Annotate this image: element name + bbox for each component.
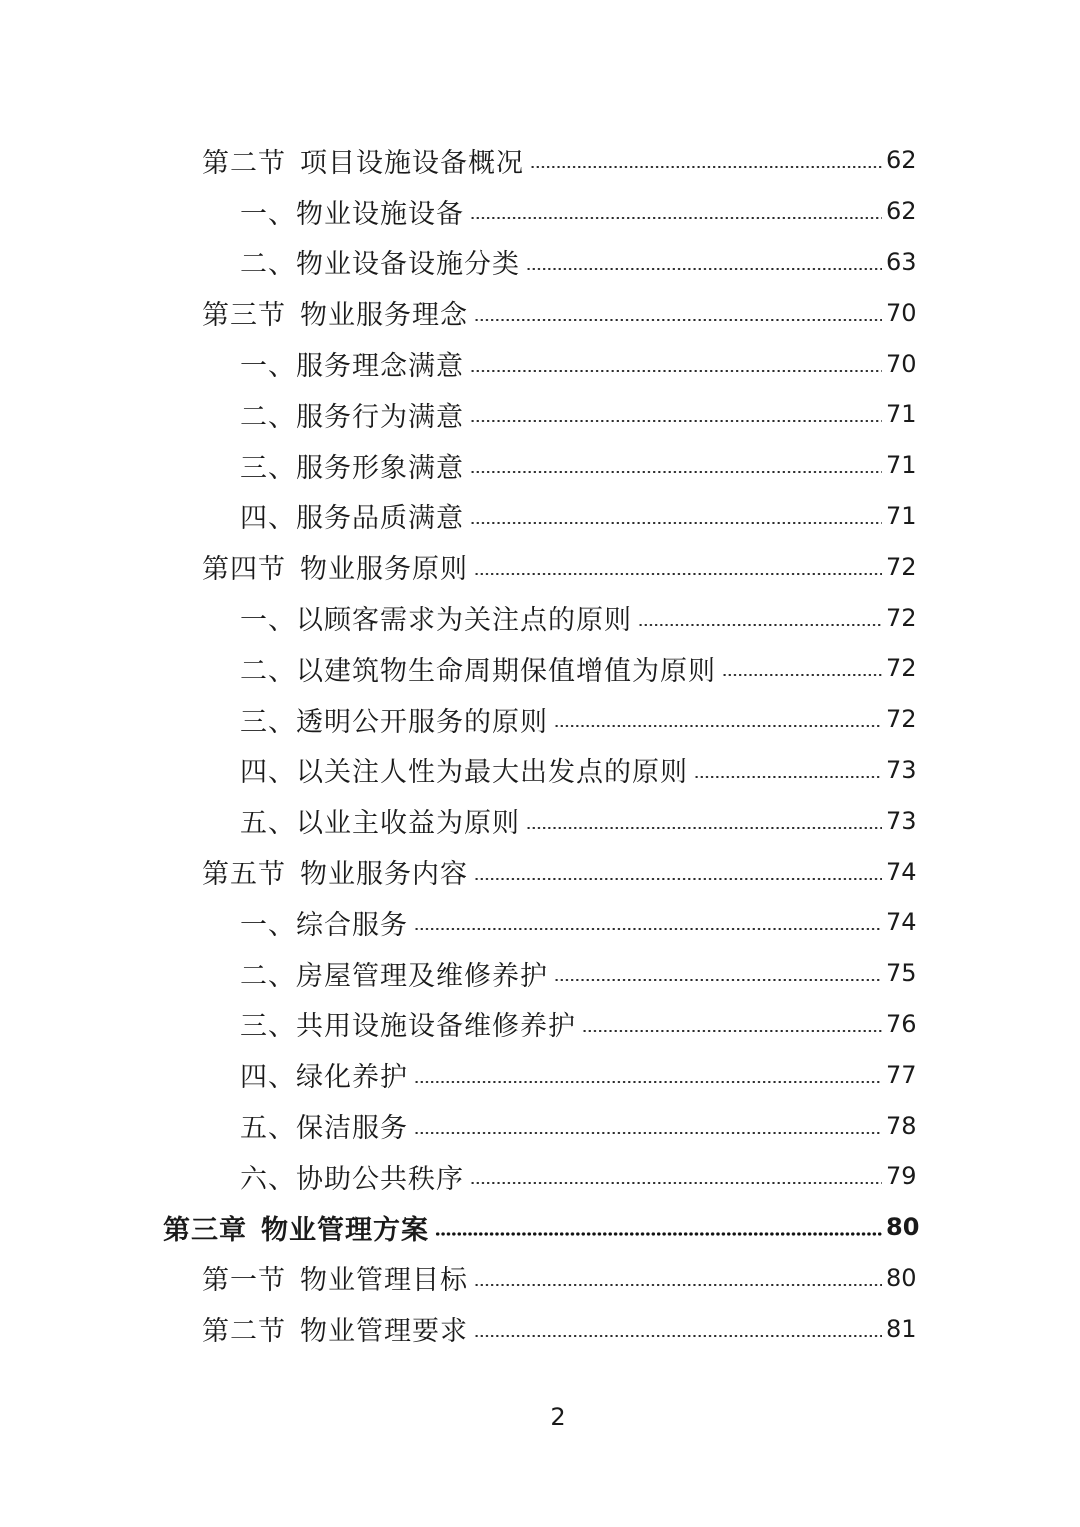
toc-entry[interactable] (0, 541, 1080, 592)
toc-entry[interactable] (0, 287, 1080, 338)
toc-page-number: 71 (886, 451, 917, 480)
dot-leader (470, 522, 882, 524)
toc-entry-label: 四、以关注人性为最大出发点的原则 (240, 757, 688, 789)
toc-page-number: 78 (886, 1111, 917, 1140)
toc-entry[interactable] (0, 795, 1080, 846)
toc-entry-label: 第二节 项目设施设备概况 (202, 147, 524, 179)
dot-leader (470, 1182, 882, 1184)
dot-leader (526, 268, 882, 270)
toc-entry-label: 第五节 物业服务内容 (202, 859, 468, 891)
toc-entry-label: 二、房屋管理及维修养护 (240, 960, 548, 992)
toc-entry-label: 二、以建筑物生命周期保值增值为原则 (240, 655, 716, 687)
toc-entry-label: 三、服务形象满意 (240, 452, 464, 484)
toc-entry-label: 六、协助公共秩序 (240, 1163, 464, 1195)
toc-entry[interactable] (0, 846, 1080, 897)
toc-page-number: 73 (886, 755, 917, 784)
toc-entry[interactable] (0, 389, 1080, 440)
toc-page-number: 76 (886, 1009, 917, 1038)
toc-page-number: 62 (886, 197, 917, 226)
dot-leader (638, 624, 882, 626)
toc-entry[interactable] (0, 592, 1080, 643)
toc-entry-label: 四、绿化养护 (240, 1062, 408, 1094)
dot-leader (722, 674, 882, 676)
toc-entry-label: 一、以顾客需求为关注点的原则 (240, 605, 632, 637)
toc-page-number: 80 (886, 1263, 917, 1292)
toc-entry[interactable] (0, 1151, 1080, 1202)
toc-page-number: 63 (886, 247, 917, 276)
dot-leader (474, 1335, 882, 1337)
toc-entry[interactable] (0, 999, 1080, 1050)
toc-entry[interactable] (0, 1303, 1080, 1354)
toc-entry-label: 三、共用设施设备维修养护 (240, 1011, 576, 1043)
dot-leader (435, 1232, 882, 1236)
dot-leader (474, 1284, 882, 1286)
dot-leader (474, 319, 882, 321)
toc-entry-label: 二、物业设备设施分类 (240, 249, 520, 281)
dot-leader (470, 217, 882, 219)
toc-page-number: 62 (886, 146, 917, 175)
toc-page-number: 70 (886, 298, 917, 327)
toc-entry[interactable] (0, 338, 1080, 389)
dot-leader (470, 370, 882, 372)
toc-entry[interactable] (0, 948, 1080, 999)
toc-page-number: 73 (886, 806, 917, 835)
toc-page-number: 77 (886, 1060, 917, 1089)
toc-entry-label: 第三节 物业服务理念 (202, 300, 468, 332)
toc-entry-label: 一、服务理念满意 (240, 351, 464, 383)
toc-entry-label: 第三章 物业管理方案 (163, 1214, 429, 1246)
toc-entry-label: 第四节 物业服务原则 (202, 554, 468, 586)
toc-entry-label: 一、综合服务 (240, 909, 408, 941)
dot-leader (470, 471, 882, 473)
toc-page-number: 75 (886, 959, 917, 988)
dot-leader (526, 827, 882, 829)
dot-leader (474, 878, 882, 880)
toc-entry[interactable] (0, 491, 1080, 542)
toc-entry[interactable] (0, 745, 1080, 796)
toc-page-number: 74 (886, 857, 917, 886)
dot-leader (414, 1132, 882, 1134)
toc-page-number: 70 (886, 349, 917, 378)
dot-leader (414, 928, 882, 930)
table-of-contents (0, 135, 1080, 1354)
dot-leader (414, 1081, 882, 1083)
toc-page-number: 72 (886, 552, 917, 581)
toc-entry[interactable] (0, 237, 1080, 288)
toc-entry[interactable] (0, 1100, 1080, 1151)
dot-leader (554, 979, 882, 981)
toc-entry-label: 五、保洁服务 (240, 1113, 408, 1145)
toc-entry-label: 五、以业主收益为原则 (240, 808, 520, 840)
dot-leader (530, 166, 882, 168)
toc-entry[interactable] (0, 897, 1080, 948)
dot-leader (470, 420, 882, 422)
toc-entry-label: 四、服务品质满意 (240, 503, 464, 535)
toc-page-number: 72 (886, 654, 917, 683)
toc-entry-label: 第二节 物业管理要求 (202, 1316, 468, 1348)
toc-entry-label: 第一节 物业管理目标 (202, 1265, 468, 1297)
dot-leader (694, 776, 882, 778)
toc-entry-label: 二、服务行为满意 (240, 401, 464, 433)
dot-leader (474, 573, 882, 575)
toc-entry[interactable] (0, 694, 1080, 745)
toc-page-number: 72 (886, 705, 917, 734)
toc-entry[interactable] (0, 1049, 1080, 1100)
toc-entry[interactable] (0, 186, 1080, 237)
toc-page-number: 81 (886, 1314, 917, 1343)
toc-page-number: 79 (886, 1162, 917, 1191)
toc-page-number: 71 (886, 501, 917, 530)
toc-entry[interactable] (0, 643, 1080, 694)
page-footer-number: 2 (550, 1403, 566, 1431)
toc-page-number: 72 (886, 603, 917, 632)
toc-page-number: 80 (886, 1213, 920, 1242)
dot-leader (554, 725, 882, 727)
toc-entry[interactable] (0, 1253, 1080, 1304)
toc-entry-label: 一、物业设施设备 (240, 198, 464, 230)
toc-entry[interactable] (0, 440, 1080, 491)
toc-entry[interactable] (0, 135, 1080, 186)
toc-chapter-entry[interactable] (0, 1202, 1080, 1253)
toc-page-number: 71 (886, 400, 917, 429)
dot-leader (582, 1030, 882, 1032)
toc-page-number: 74 (886, 908, 917, 937)
toc-entry-label: 三、透明公开服务的原则 (240, 706, 548, 738)
